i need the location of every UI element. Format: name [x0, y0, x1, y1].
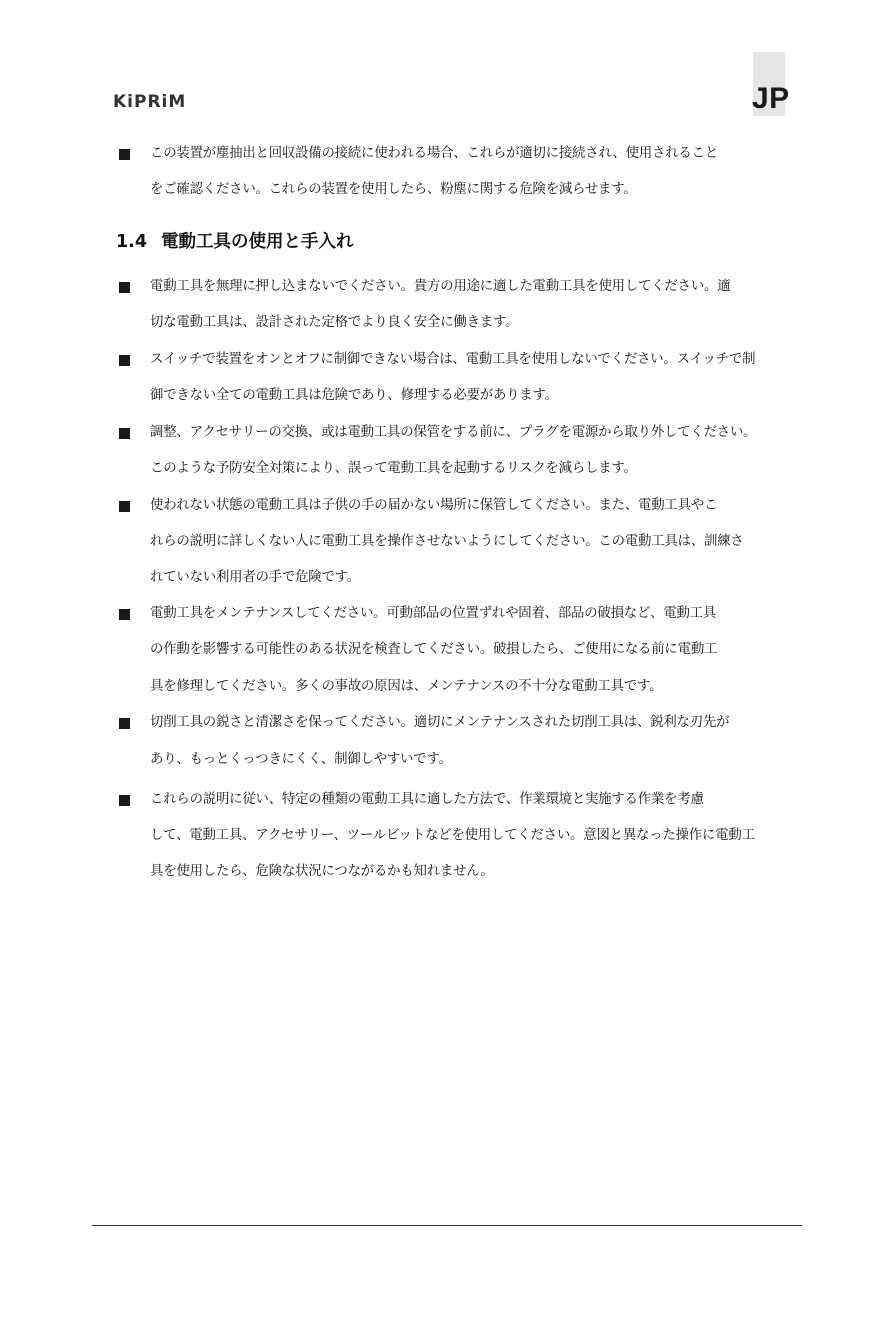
bullet-line: これらの説明に従い、特定の種類の電動工具に適した方法で、作業環境と実施する作業を考慮	[150, 792, 704, 807]
bullet-line: 切な電動工具は、設計された定格でより良く安全に働きます。	[150, 315, 519, 330]
bullet-icon	[119, 428, 130, 439]
bullet-line: 御できない全ての電動工具は危険であり、修理する必要があります。	[150, 388, 558, 403]
section-number: 1.4	[116, 232, 148, 252]
bullet-icon	[119, 355, 130, 366]
section-heading	[116, 228, 354, 253]
bullet-icon	[119, 718, 130, 729]
bullet-line: の作動を影響する可能性のある状況を検査してください。破損したら、ご使用になる前に電動工	[150, 642, 718, 657]
bullet-line: このような予防安全対策により、誤って電動工具を起動するリスクを減らします。	[150, 461, 637, 476]
bullet-line: 使われない状態の電動工具は子供の手の届かない場所に保管してください。また、電動工具やこ	[150, 498, 718, 513]
bullet-line: 電動工具を無理に押し込まないでください。貴方の用途に適した電動工具を使用してください。適	[150, 279, 731, 294]
footer-divider	[92, 1225, 802, 1226]
bullet-line: 具を使用したら、危険な状況につながるかも知れません。	[150, 864, 494, 879]
bullet-icon	[119, 609, 130, 620]
bullet-icon	[119, 282, 130, 293]
bullet-line: れていない利用者の手で危険です。	[150, 570, 360, 585]
bullet-line: 具を修理してください。多くの事故の原因は、メンテナンスの不十分な電動工具です。	[150, 679, 663, 694]
bullet-line: 調整、アクセサリーの交換、或は電動工具の保管をする前に、プラグを電源から取り外してください。	[150, 425, 757, 440]
bullet-line: あり、もっとくっつきにくく、制御しやすいです。	[150, 752, 452, 767]
intro-line: この装置が塵抽出と回収設備の接続に使われる場合、これらが適切に接続され、使用されること	[150, 146, 718, 161]
bullet-line: して、電動工具、アクセサリー、ツールビットなどを使用してください。意図と異なった操作に電動工	[150, 828, 755, 843]
bullet-icon	[119, 149, 130, 160]
bullet-line: 電動工具をメンテナンスしてください。可動部品の位置ずれや固着、部品の破損など、電動工具	[150, 606, 717, 621]
bullet-line: れらの説明に詳しくない人に電動工具を操作させないようにしてください。この電動工具は、訓練さ	[150, 534, 744, 549]
bullet-icon	[119, 795, 130, 806]
bullet-line: スイッチで装置をオンとオフに制御できない場合は、電動工具を使用しないでください。スイッチで制	[150, 352, 756, 367]
intro-line: をご確認ください。これらの装置を使用したら、粉塵に関する危険を減らせます。	[150, 182, 637, 197]
language-label: JP	[752, 82, 790, 115]
kiprim-logo: KiPRiM	[113, 92, 187, 112]
bullet-icon	[119, 501, 130, 512]
bullet-line: 切削工具の鋭さと清潔さを保ってください。適切にメンテナンスされた切削工具は、鋭利な刃先が	[150, 715, 730, 730]
section-title: 電動工具の使用と手入れ	[161, 232, 354, 252]
